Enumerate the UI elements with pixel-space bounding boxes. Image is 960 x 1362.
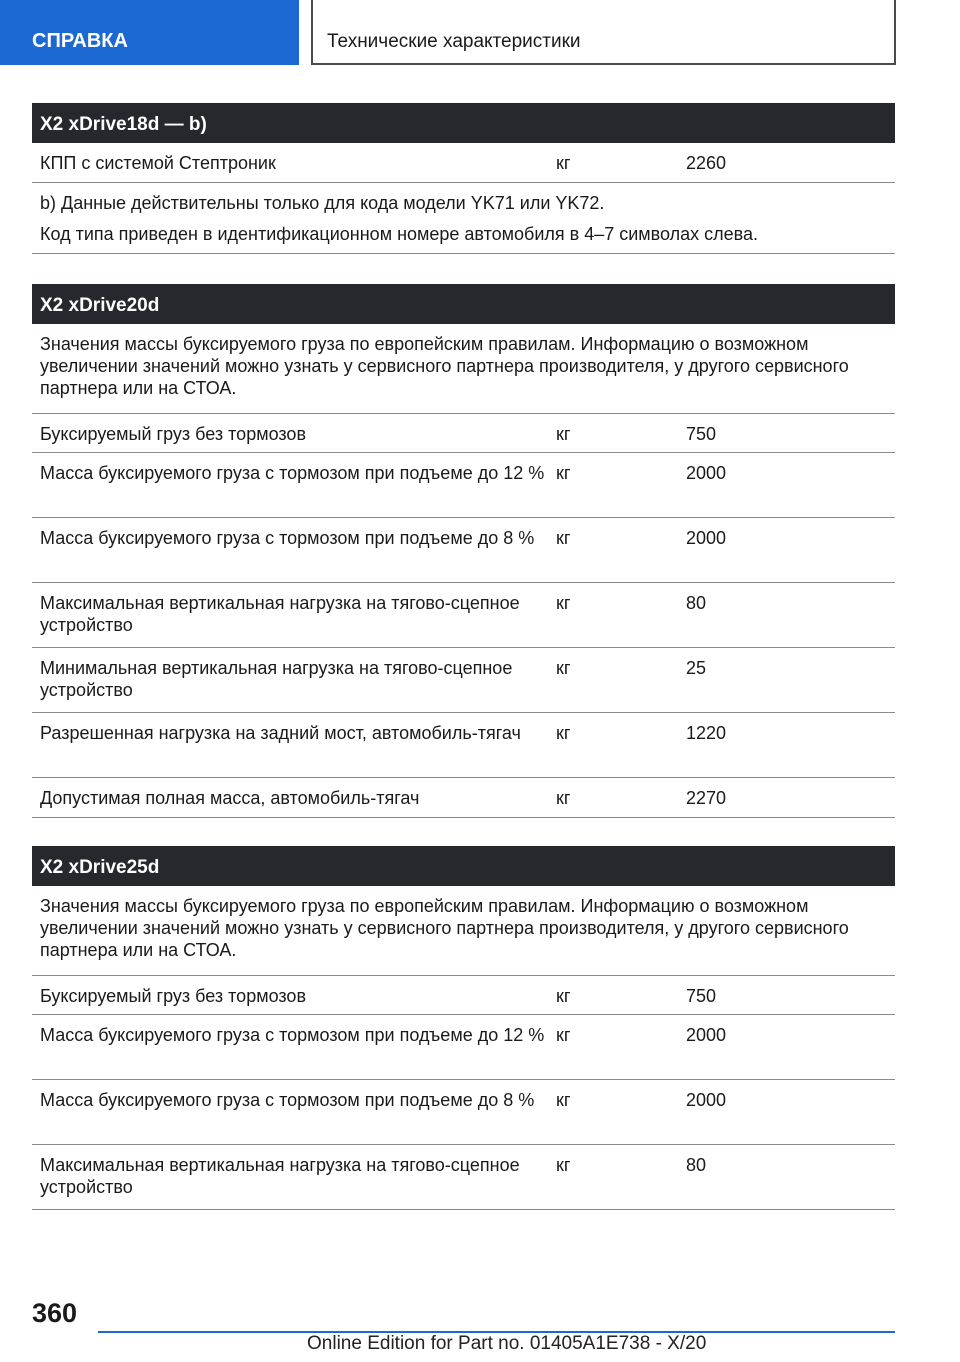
row-label: Максимальная вертикальная нагрузка на тягово-сцепное устройство xyxy=(40,1155,520,1197)
row-value: 25 xyxy=(686,658,707,678)
row-unit: кг xyxy=(556,463,571,483)
row-label: Разрешенная нагрузка на задний мост, автомобиль-тягач xyxy=(40,723,521,743)
table-row xyxy=(32,518,895,583)
row-unit: кг xyxy=(556,788,571,808)
row-label: Масса буксируемого груза с тормозом при подъеме до 12 % xyxy=(40,463,545,483)
row-value: 2000 xyxy=(686,1025,727,1045)
row-value: 2000 xyxy=(686,528,727,548)
table-row xyxy=(32,713,895,778)
table-row xyxy=(32,1080,895,1145)
edition-text: Online Edition for Part no. 01405A1E738 - X/20 xyxy=(307,1333,707,1354)
spec-table-xdrive20d xyxy=(32,284,895,818)
table-row xyxy=(32,1015,895,1080)
table-row xyxy=(32,583,895,648)
row-value: 80 xyxy=(686,593,707,613)
row-unit: кг xyxy=(556,986,571,1006)
row-value: 2260 xyxy=(686,153,727,173)
row-unit: кг xyxy=(556,1090,571,1110)
row-value: 2270 xyxy=(686,788,727,808)
table-intro-note: Значения массы буксируемого груза по европейским правилам. Информацию о возможном увеличении значений можно узнать у сервисного партнера производителя, у другого сервисного партнера или на СТОА. xyxy=(32,324,895,414)
row-value: 2000 xyxy=(686,1090,727,1110)
row-value: 80 xyxy=(686,1155,707,1175)
row-label: Масса буксируемого груза с тормозом при подъеме до 12 % xyxy=(40,1025,545,1045)
spec-table-xdrive18d xyxy=(32,103,895,254)
row-label: Масса буксируемого груза с тормозом при подъеме до 8 % xyxy=(40,1090,535,1110)
table-row xyxy=(32,453,895,518)
row-value: 750 xyxy=(686,986,717,1006)
table-row xyxy=(32,1145,895,1210)
page-number: 360 xyxy=(32,1298,78,1328)
row-label: КПП с системой Стептроник xyxy=(40,153,276,173)
table-heading: X2 xDrive18d — b) xyxy=(32,103,895,143)
section-tab[interactable]: СПРАВКА xyxy=(0,0,299,65)
row-value: 1220 xyxy=(686,723,727,743)
row-label: Буксируемый груз без тормозов xyxy=(40,986,307,1006)
table-footnote xyxy=(32,183,895,254)
row-unit: кг xyxy=(556,723,571,743)
table-intro-note: Значения массы буксируемого груза по европейским правилам. Информацию о возможном увеличении значений можно узнать у сервисного партнера производителя, у другого сервисного партнера или на СТОА. xyxy=(32,886,895,976)
table-row xyxy=(32,778,895,818)
row-unit: кг xyxy=(556,1025,571,1045)
row-label: Буксируемый груз без тормозов xyxy=(40,424,307,444)
table-row xyxy=(32,976,895,1015)
table-heading: X2 xDrive25d xyxy=(32,846,895,886)
footnote-line: b) Данные действительны только для кода модели YK71 или YK72. xyxy=(40,193,605,213)
spec-table-xdrive25d xyxy=(32,846,895,1210)
chapter-title: Технические характеристики xyxy=(311,0,896,65)
row-value: 750 xyxy=(686,424,717,444)
table-row xyxy=(32,648,895,713)
row-label: Масса буксируемого груза с тормозом при подъеме до 8 % xyxy=(40,528,535,548)
row-label: Минимальная вертикальная нагрузка на тягово-сцепное устройство xyxy=(40,658,513,700)
row-unit: кг xyxy=(556,528,571,548)
table-row xyxy=(32,143,895,183)
table-heading: X2 xDrive20d xyxy=(32,284,895,324)
row-unit: кг xyxy=(556,658,571,678)
row-label: Максимальная вертикальная нагрузка на тягово-сцепное устройство xyxy=(40,593,520,635)
row-value: 2000 xyxy=(686,463,727,483)
row-unit: кг xyxy=(556,424,571,444)
row-label: Допустимая полная масса, автомобиль-тягач xyxy=(40,788,420,808)
row-unit: кг xyxy=(556,593,571,613)
row-unit: кг xyxy=(556,1155,571,1175)
table-row xyxy=(32,414,895,453)
footnote-line: Код типа приведен в идентификационном номере автомобиля в 4–7 символах слева. xyxy=(40,224,759,244)
row-unit: кг xyxy=(556,153,571,173)
